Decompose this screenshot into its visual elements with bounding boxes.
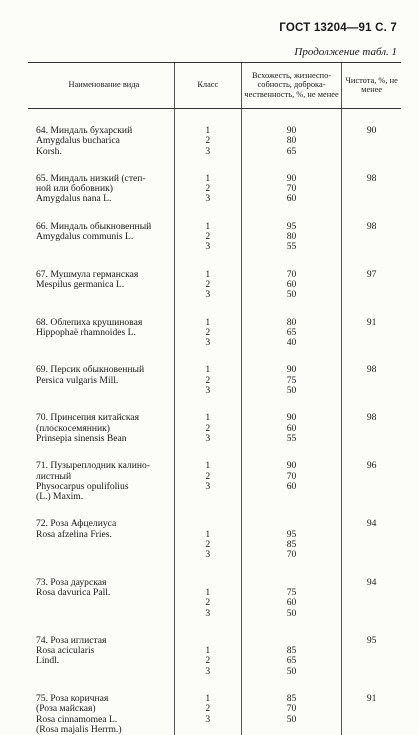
class-cell-value: 3 <box>175 609 241 619</box>
purity-cell <box>342 348 401 396</box>
class-cell <box>174 109 241 157</box>
germination-cell-value: 55 <box>242 434 342 444</box>
col-header-class: Класс <box>174 63 241 109</box>
species-name-cell <box>28 396 174 444</box>
class-cell <box>174 157 241 205</box>
species-name-cell <box>28 348 174 396</box>
class-cell <box>174 444 241 502</box>
species-name-line: 70. Принсепия китайская <box>36 413 174 423</box>
species-name-cell <box>28 109 174 157</box>
table-row <box>28 444 401 502</box>
germination-cell-value: 85 <box>242 646 342 656</box>
species-name-line: 71. Пузыреплодник калино- <box>36 461 174 471</box>
class-cell-value: 1 <box>175 588 241 598</box>
germination-cell-value: 80 <box>242 136 342 146</box>
purity-cell <box>342 253 401 301</box>
germination-cell-value: 70 <box>242 270 342 280</box>
class-cell <box>174 502 241 560</box>
germination-cell-value: 40 <box>242 338 342 348</box>
germination-cell-value: 90 <box>242 126 342 136</box>
species-name-line: 66. Миндаль обыкновенный <box>36 222 174 232</box>
species-name-line: Korsh. <box>36 147 174 157</box>
species-name-line: 65. Миндаль низкий (степ- <box>36 174 174 184</box>
class-cell-value: 2 <box>175 540 241 550</box>
species-name-line: 73. Роза даурская <box>36 578 174 588</box>
class-cell-value: 1 <box>175 270 241 280</box>
class-cell <box>174 396 241 444</box>
class-cell-value: 1 <box>175 646 241 656</box>
table-continuation-label: Продолжение табл. 1 <box>294 46 397 58</box>
class-cell-value: 2 <box>175 376 241 386</box>
species-name-line: (Rosa majalis Herrm.) <box>36 725 174 735</box>
col-header-germination: Всхожесть, жизнеспо-собность, доброка-чественность, %, не менее <box>241 63 342 109</box>
table-row <box>28 561 401 619</box>
species-name-cell <box>28 205 174 253</box>
germination-cell <box>241 348 342 396</box>
germination-cell-value: 95 <box>242 222 342 232</box>
germination-cell-value: 85 <box>242 694 342 704</box>
germination-cell-value: 60 <box>242 424 342 434</box>
species-name-line: (плоскосемянник) <box>36 424 174 434</box>
class-cell-value: 3 <box>175 242 241 252</box>
class-cell-value: 2 <box>175 424 241 434</box>
species-name-line: 64. Миндаль бухарский <box>36 126 174 136</box>
species-name-line: Amygdalus communis L. <box>36 232 174 242</box>
species-name-line: Amygdalus bucharica <box>36 136 174 146</box>
germination-cell-value: 90 <box>242 174 342 184</box>
species-name-line: Mespilus germanica L. <box>36 280 174 290</box>
species-name-cell <box>28 157 174 205</box>
species-name-cell <box>28 561 174 619</box>
species-name-line: 74. Роза иглистая <box>36 636 174 646</box>
class-cell-value: 1 <box>175 126 241 136</box>
germination-cell <box>241 109 342 157</box>
purity-value: 98 <box>342 174 401 184</box>
species-name-line: 72. Роза Афцелиуса <box>36 519 174 529</box>
species-name-cell <box>28 677 174 735</box>
germination-cell-value: 65 <box>242 328 342 338</box>
class-cell-value: 1 <box>175 413 241 423</box>
class-cell-value: 1 <box>175 530 241 540</box>
class-cell-value: 2 <box>175 704 241 714</box>
class-cell-value: 3 <box>175 550 241 560</box>
germination-cell-value: 60 <box>242 598 342 608</box>
germination-cell-value: 70 <box>242 472 342 482</box>
class-cell <box>174 253 241 301</box>
table-row <box>28 205 401 253</box>
species-name-line: Rosa cinnamomea L. <box>36 715 174 725</box>
class-cell-value: 3 <box>175 386 241 396</box>
purity-value: 91 <box>342 318 401 328</box>
germination-cell-value: 95 <box>242 530 342 540</box>
class-cell-value: 3 <box>175 290 241 300</box>
class-cell-value: 3 <box>175 434 241 444</box>
purity-value: 91 <box>342 694 401 704</box>
germination-cell <box>241 301 342 349</box>
table-row <box>28 157 401 205</box>
class-cell-value: 2 <box>175 328 241 338</box>
class-cell-value: 2 <box>175 184 241 194</box>
germination-cell-value: 70 <box>242 704 342 714</box>
species-name-line: Physocarpus opulifolius <box>36 482 174 492</box>
purity-value: 94 <box>342 578 401 588</box>
col-header-name: Наименование вида <box>28 63 174 109</box>
purity-cell <box>342 157 401 205</box>
germination-cell-value: 75 <box>242 376 342 386</box>
document-header: ГОСТ 13204—91 С. 7 <box>279 22 397 34</box>
purity-value: 98 <box>342 222 401 232</box>
species-name-line: Persica vulgaris Mill. <box>36 376 174 386</box>
species-name-line: Prinsepia sinensis Bean <box>36 434 174 444</box>
germination-cell-value: 90 <box>242 461 342 471</box>
col-header-purity: Чистота, %, не менее <box>342 63 401 109</box>
species-name-line: Amygdalus nana L. <box>36 194 174 204</box>
species-name-line: Rosa acicularis <box>36 646 174 656</box>
purity-cell <box>342 444 401 502</box>
purity-cell <box>342 109 401 157</box>
class-cell <box>174 348 241 396</box>
class-cell-value: 2 <box>175 598 241 608</box>
species-name-line: Hippophaë rhamnoides L. <box>36 328 174 338</box>
species-name-cell <box>28 502 174 560</box>
germination-cell <box>241 253 342 301</box>
purity-value: 98 <box>342 365 401 375</box>
germination-cell-value: 65 <box>242 147 342 157</box>
class-cell-value: 2 <box>175 472 241 482</box>
purity-cell <box>342 677 401 735</box>
purity-value: 98 <box>342 413 401 423</box>
table-body <box>28 109 401 735</box>
class-cell-value: 1 <box>175 318 241 328</box>
purity-value: 97 <box>342 270 401 280</box>
class-cell-value: 2 <box>175 232 241 242</box>
class-cell-value: 3 <box>175 147 241 157</box>
species-name-line: Rosa davurica Pall. <box>36 588 174 598</box>
germination-cell-value: 50 <box>242 386 342 396</box>
species-name-line: Rosa afzelina Fries. <box>36 530 174 540</box>
class-cell-value: 1 <box>175 174 241 184</box>
germination-cell-value: 90 <box>242 413 342 423</box>
species-name-cell <box>28 444 174 502</box>
germination-cell-value: 85 <box>242 540 342 550</box>
species-name-line: 69. Персик обыкновенный <box>36 365 174 375</box>
germination-cell-value: 80 <box>242 318 342 328</box>
table-row <box>28 502 401 560</box>
germination-cell-value: 70 <box>242 184 342 194</box>
species-name-line: 68. Облепиха крушиновая <box>36 318 174 328</box>
class-cell <box>174 205 241 253</box>
germination-cell <box>241 502 342 560</box>
class-cell-value: 2 <box>175 136 241 146</box>
table-row <box>28 253 401 301</box>
class-cell-value: 1 <box>175 365 241 375</box>
germination-cell <box>241 205 342 253</box>
class-cell <box>174 677 241 735</box>
table-row <box>28 348 401 396</box>
germination-cell-value: 90 <box>242 365 342 375</box>
germination-cell-value: 60 <box>242 194 342 204</box>
purity-cell <box>342 502 401 560</box>
germination-cell <box>241 561 342 619</box>
species-name-line: ной или бобовник) <box>36 184 174 194</box>
germination-cell-value: 75 <box>242 588 342 598</box>
purity-value: 94 <box>342 519 401 529</box>
class-cell-value: 1 <box>175 461 241 471</box>
species-name-line: Lindl. <box>36 656 174 666</box>
germination-cell-value: 65 <box>242 656 342 666</box>
purity-cell <box>342 301 401 349</box>
species-name-cell <box>28 301 174 349</box>
purity-value: 95 <box>342 636 401 646</box>
germination-cell <box>241 157 342 205</box>
germination-cell-value: 50 <box>242 667 342 677</box>
species-name-line: (Роза майская) <box>36 704 174 714</box>
purity-value: 96 <box>342 461 401 471</box>
germination-cell-value: 50 <box>242 715 342 725</box>
class-cell-value: 3 <box>175 338 241 348</box>
class-cell-value: 3 <box>175 715 241 725</box>
table-row <box>28 109 401 157</box>
class-cell <box>174 301 241 349</box>
table-row <box>28 396 401 444</box>
class-cell-value: 2 <box>175 280 241 290</box>
class-cell-value: 3 <box>175 194 241 204</box>
class-cell-value: 1 <box>175 694 241 704</box>
seed-quality-table <box>28 62 401 735</box>
class-cell-value: 3 <box>175 482 241 492</box>
species-name-line: 67. Мушмула германская <box>36 270 174 280</box>
germination-cell-value: 50 <box>242 290 342 300</box>
purity-cell <box>342 205 401 253</box>
class-cell <box>174 561 241 619</box>
purity-cell <box>342 561 401 619</box>
purity-value: 90 <box>342 126 401 136</box>
germination-cell <box>241 677 342 735</box>
germination-cell-value: 60 <box>242 280 342 290</box>
germination-cell-value: 70 <box>242 550 342 560</box>
germination-cell <box>241 396 342 444</box>
germination-cell-value: 60 <box>242 482 342 492</box>
table-row <box>28 301 401 349</box>
germination-cell-value: 55 <box>242 242 342 252</box>
species-name-cell <box>28 253 174 301</box>
class-cell-value: 1 <box>175 222 241 232</box>
species-name-line: (L.) Maxim. <box>36 492 174 502</box>
species-name-line: листный <box>36 472 174 482</box>
germination-cell <box>241 444 342 502</box>
germination-cell-value: 80 <box>242 232 342 242</box>
class-cell-value: 2 <box>175 656 241 666</box>
species-name-line: 75. Роза коричная <box>36 694 174 704</box>
table-row <box>28 677 401 735</box>
class-cell-value: 3 <box>175 667 241 677</box>
purity-cell <box>342 396 401 444</box>
germination-cell-value: 50 <box>242 609 342 619</box>
table-header-row <box>28 63 401 109</box>
